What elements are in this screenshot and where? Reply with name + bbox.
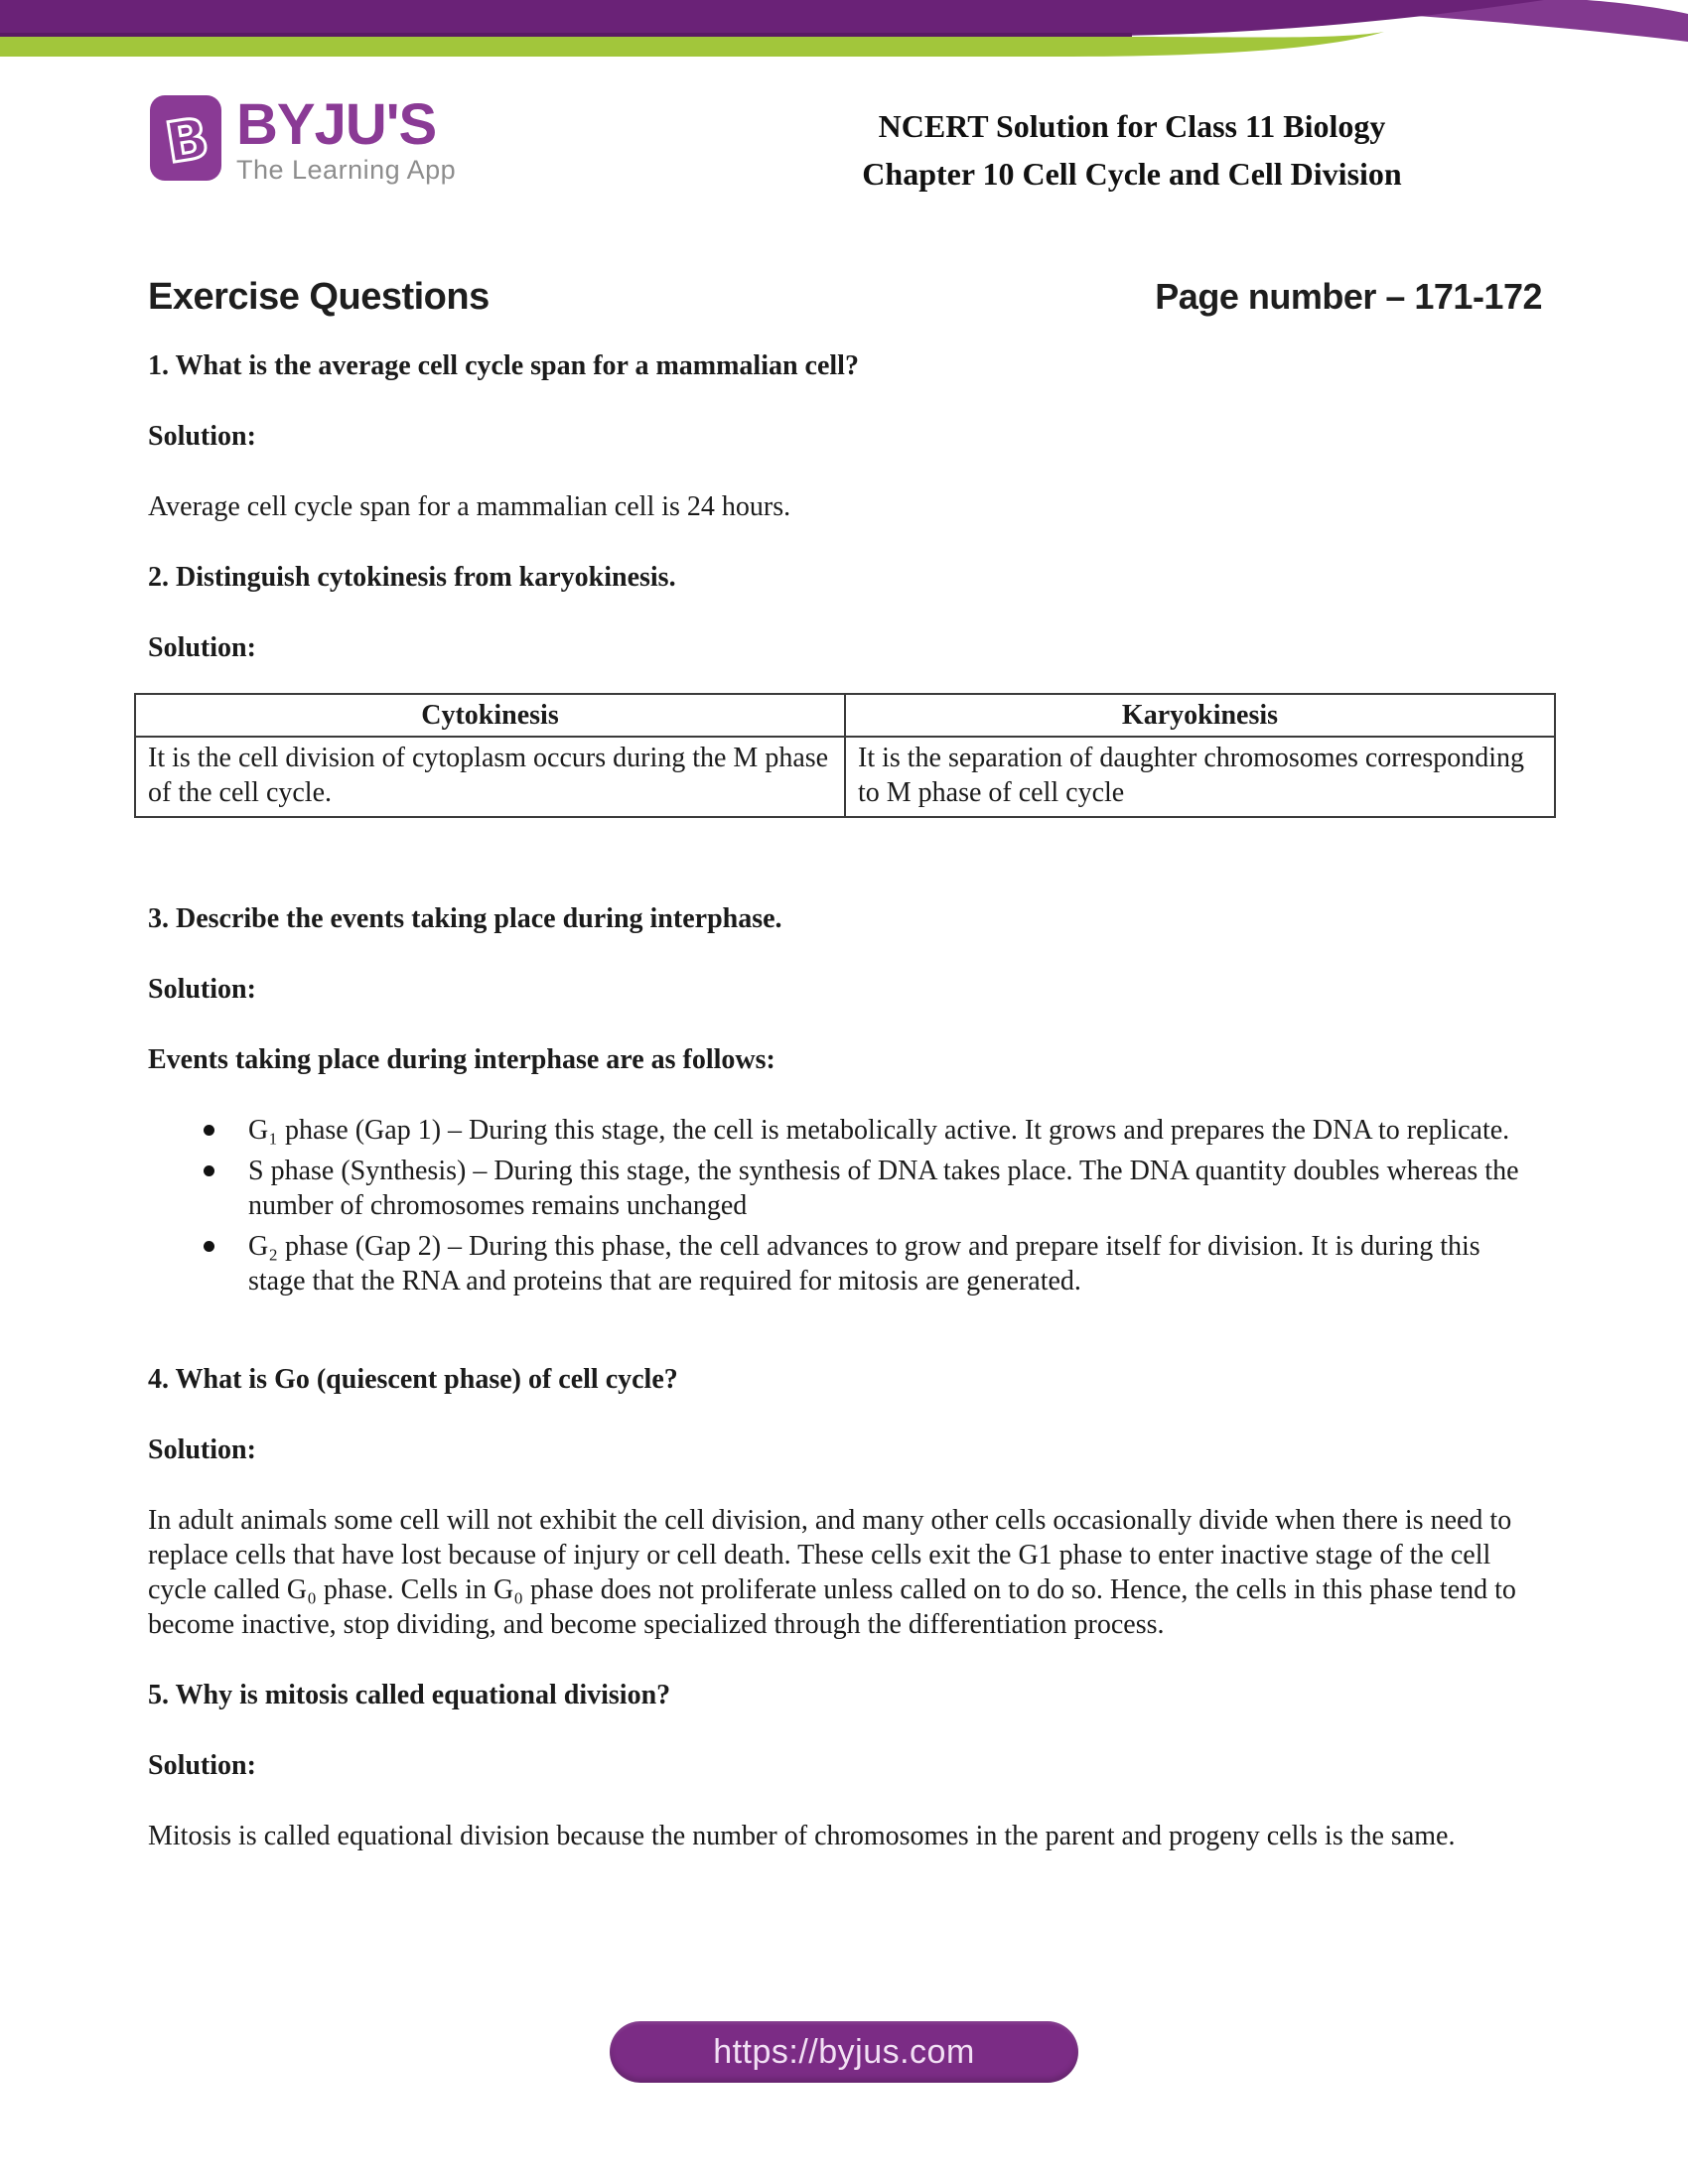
table-cell-karyokinesis: It is the separation of daughter chromosomes corresponding to M phase of cell cycle <box>845 737 1555 817</box>
bullet-dot <box>204 1241 214 1252</box>
answer-3-intro: Events taking place during interphase are as follows: <box>148 1044 775 1075</box>
table-header-row <box>135 694 1555 737</box>
list-item <box>204 1229 1542 1298</box>
svg-text:B: B <box>161 105 213 177</box>
banner-swoosh <box>0 0 1688 60</box>
question-4: 4. What is Go (quiescent phase) of cell cycle? <box>148 1364 678 1395</box>
bullet-dot <box>204 1125 214 1136</box>
answer-1: Average cell cycle span for a mammalian cell is 24 hours. <box>148 491 791 522</box>
section-heading-row <box>148 276 1542 319</box>
logo-tagline: The Learning App <box>236 155 457 185</box>
question-1: 1. What is the average cell cycle span for a mammalian cell? <box>148 350 859 381</box>
solution-label-5: Solution: <box>148 1750 256 1781</box>
bullet-text-g1: G₁ phase (Gap 1) – During this stage, the cell is metabolically active. It grows and prepares the DNA to replicate. <box>248 1115 1510 1146</box>
solution-label-4: Solution: <box>148 1434 256 1465</box>
question-2: 2. Distinguish cytokinesis from karyokinesis. <box>148 562 676 593</box>
list-item <box>204 1113 1542 1148</box>
comparison-table <box>134 693 1556 818</box>
solution-label-1: Solution: <box>148 421 256 452</box>
answer-4: In adult animals some cell will not exhibit the cell division, and many other cells occasionally divide when there is need to replace cells that have lost because of injury or cell death. These cells exit the G1 phase to enter inactive stage of the cell cycle called G₀ phase. Cells in G₀ phase does not proliferate unless called on to do so. Hence, the cells in this phase tend to become inactive, stop dividing, and become specialized through the differentiation process. <box>148 1505 1516 1640</box>
document-body <box>148 276 1542 1889</box>
bullet-text-g2: G₂ phase (Gap 2) – During this phase, the cell advances to grow and prepare itself for division. It is during this stage that the RNA and proteins that are required for mitosis are generated. <box>248 1231 1480 1297</box>
list-item <box>204 1154 1542 1223</box>
byjus-logo <box>149 94 456 184</box>
doc-header <box>755 102 1509 198</box>
bullet-text-s: S phase (Synthesis) – During this stage, the synthesis of DNA takes place. The DNA quantity doubles whereas the number of chromosomes remains unchanged <box>248 1156 1519 1221</box>
byjus-url-text: https://byjus.com <box>713 2032 975 2071</box>
table-row <box>135 737 1555 817</box>
table-cell-cytokinesis: It is the cell division of cytoplasm occurs during the M phase of the cell cycle. <box>135 737 845 817</box>
table-header-karyokinesis: Karyokinesis <box>845 694 1555 737</box>
bullet-dot <box>204 1165 214 1176</box>
question-3: 3. Describe the events taking place during interphase. <box>148 903 782 934</box>
section-title: Exercise Questions <box>148 276 490 318</box>
solution-label-2: Solution: <box>148 632 256 663</box>
page-number: Page number – 171-172 <box>1155 276 1542 317</box>
table-header-cytokinesis: Cytokinesis <box>135 694 845 737</box>
question-5: 5. Why is mitosis called equational division? <box>148 1680 671 1710</box>
solution-label-3: Solution: <box>148 974 256 1005</box>
interphase-bullet-list <box>204 1113 1542 1298</box>
logo-brand-text: BYJU'S <box>236 92 437 157</box>
doc-title-line2: Chapter 10 Cell Cycle and Cell Division <box>862 156 1402 192</box>
answer-5: Mitosis is called equational division because the number of chromosomes in the parent and progeny cells is the same. <box>148 1821 1456 1851</box>
byjus-link[interactable] <box>610 2021 1078 2083</box>
byjus-b-icon <box>149 94 222 182</box>
doc-title-line1: NCERT Solution for Class 11 Biology <box>878 108 1386 144</box>
